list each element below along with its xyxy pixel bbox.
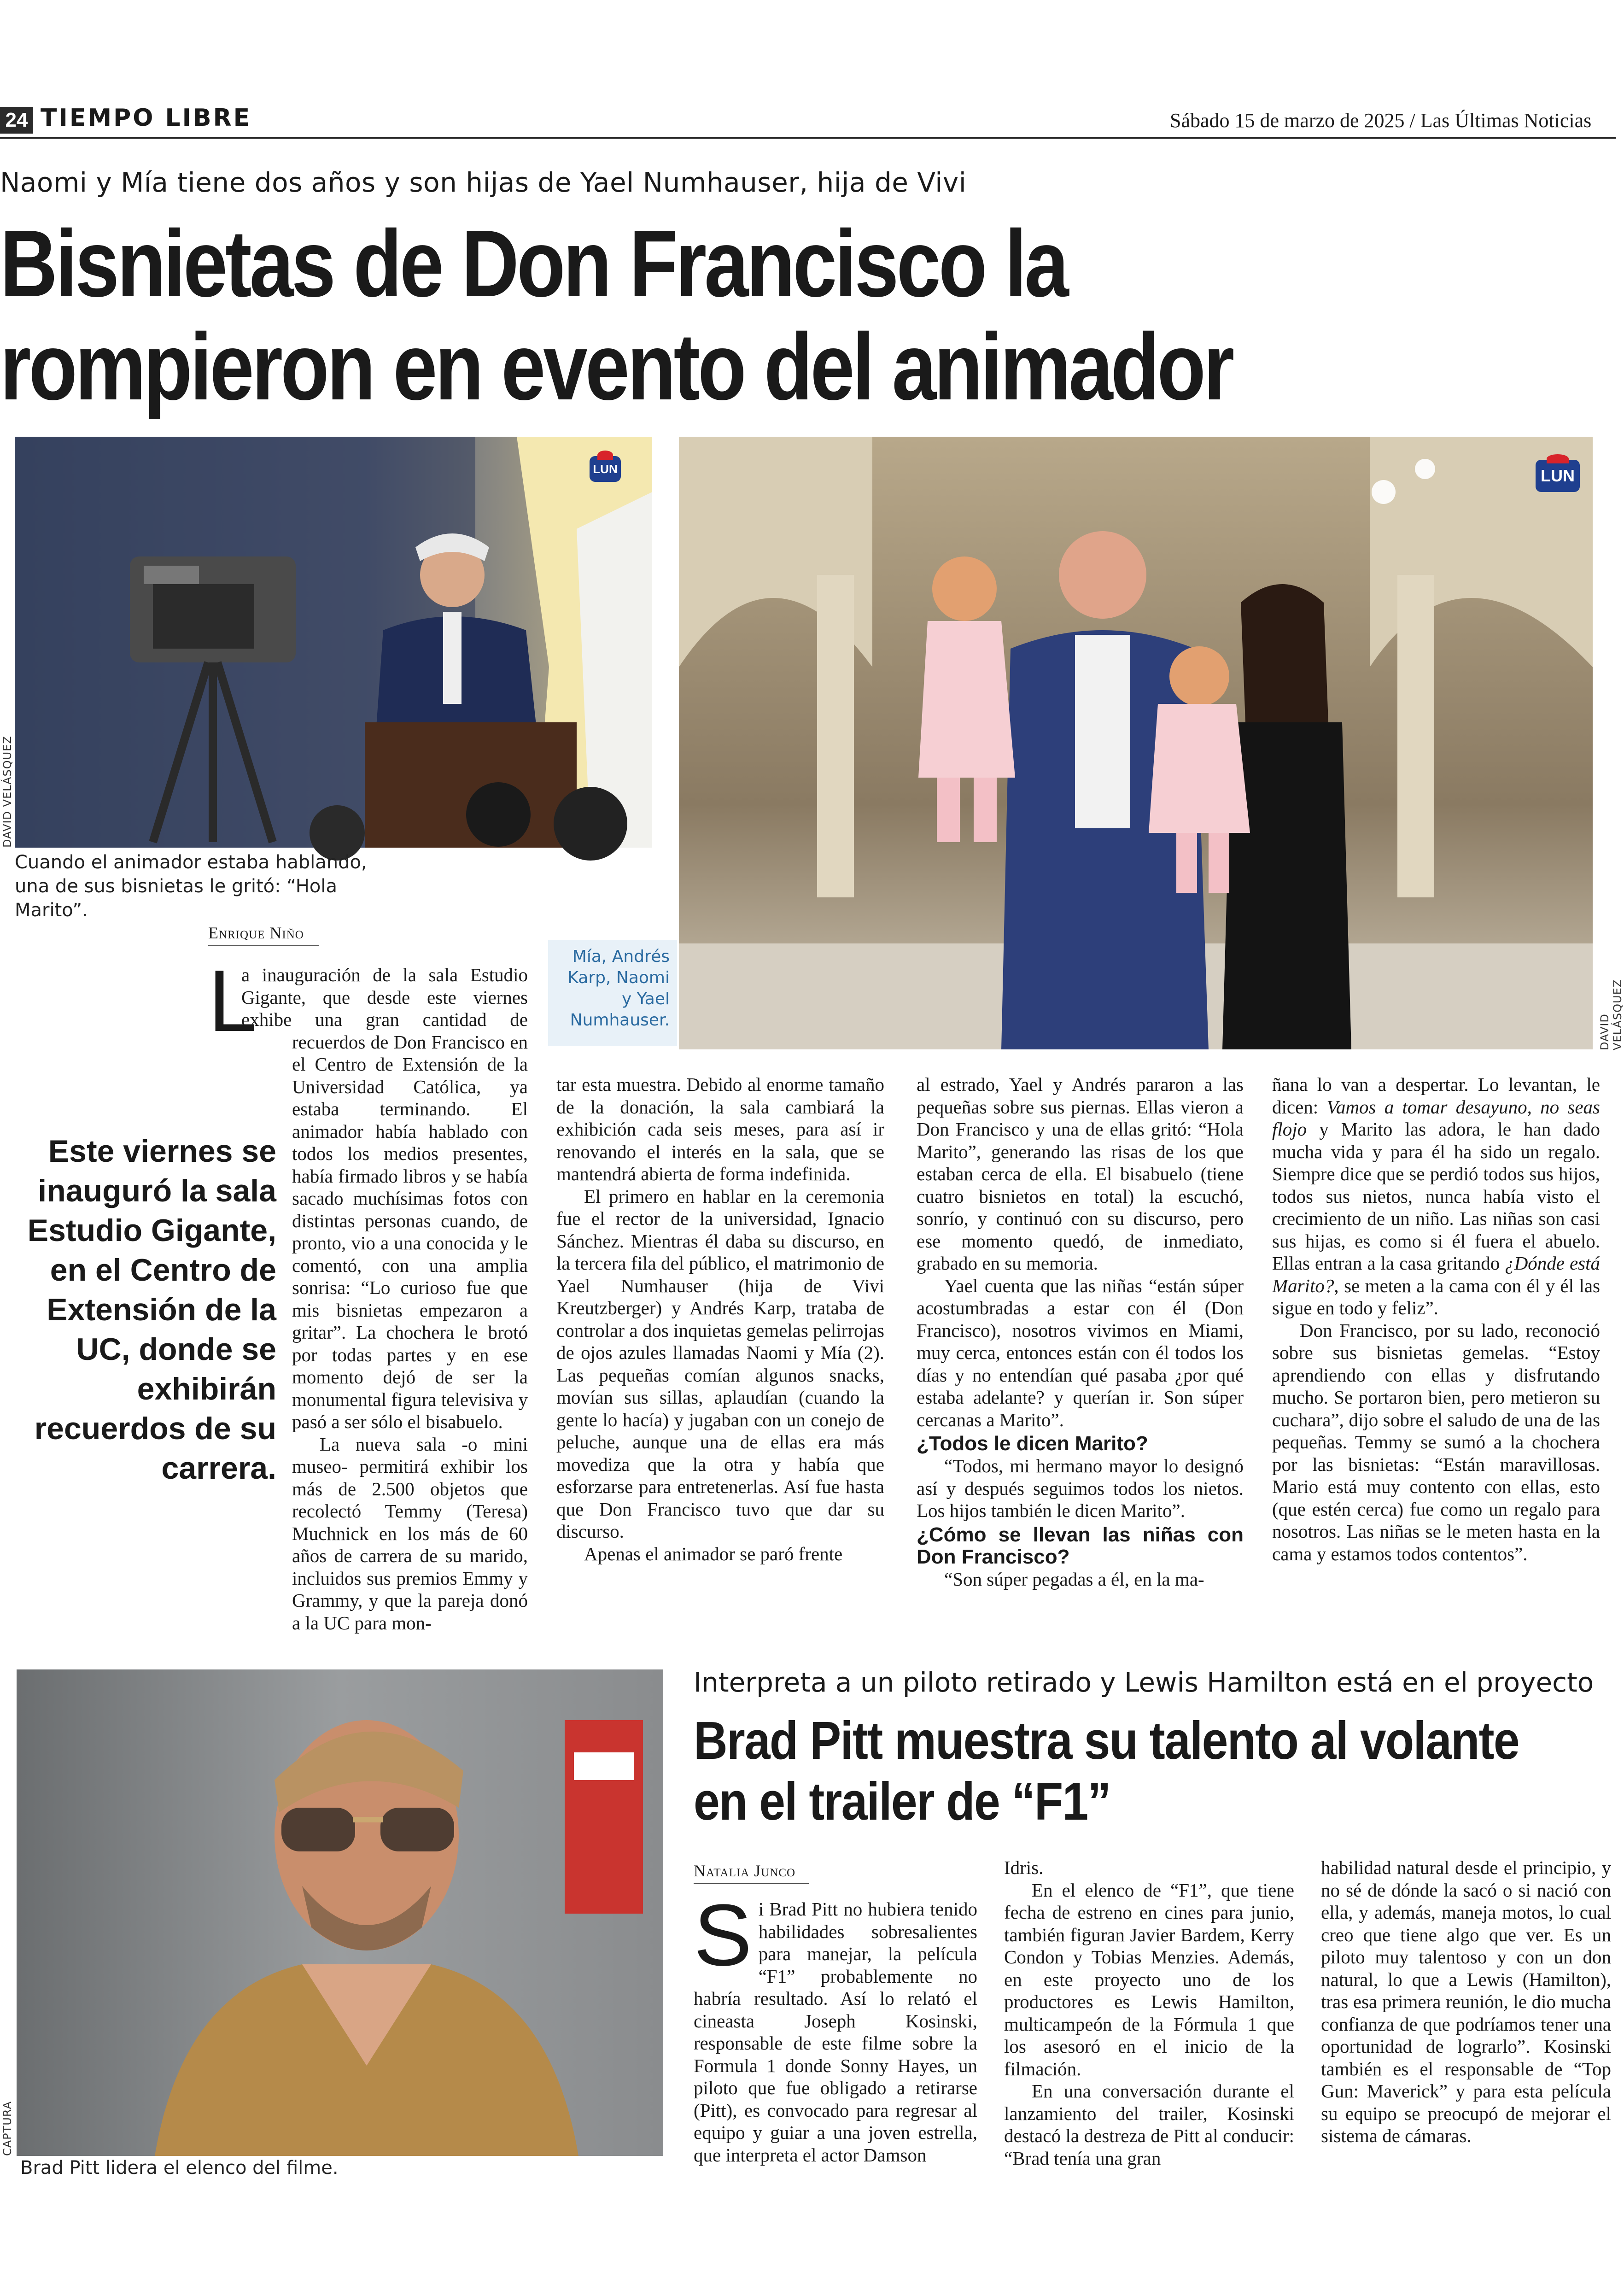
article1-col3-p4: “Son súper pegadas a él, en la ma- xyxy=(944,1568,1204,1590)
article1-col2-p2: El primero en hablar en la ceremonia fue el rector de la universidad, Ignacio Sánchez. Mientras él daba su discurso, en la tercera fila del público, el matrimonio de Yael Numhauser (hija de Vivi Kreutzberger) y Andrés Karp, trataba de controlar a dos inquietas gemelas pelirrojas de ojos azules llamadas Naomi y Mía (2). Las pequeñas comían algunos snacks, movían sus sillas, aplaudían (cuando la gente lo hacía) y jugaban con un conejo de peluche, aunque una de ellas era más movediza que la otra y había que esforzarse para entretenerlas. Así fue hasta que Don Francisco tuvo que dar su discurso. xyxy=(556,1185,884,1542)
article1-byline: Enrique Niño xyxy=(208,923,319,946)
lun-badge-2: LUN xyxy=(1536,460,1580,492)
article2-col2-p2: En el elenco de “F1”, que tiene fecha de estreno en cines para junio, también figuran Javier Bardem, Kerry Condon y Tobias Menzies. Además, en este proyecto uno de los productores es Lewis Hamilton, multicampeón de la Fórmula 1 que los asesoró en el inicio de la filmación. xyxy=(1004,1879,1294,2079)
photo1-credit: DAVID VELÁSQUEZ xyxy=(1,736,14,848)
article1-col2-p1: tar esta muestra. Debido al enorme tamaño de la donación, la sala cambiará la exhibición cada seis meses, para así ir renovando el interés en la sala, que se mantendrá abierta de forma indefinida. xyxy=(556,1074,884,1184)
article2-dropcap: S xyxy=(694,1886,752,1984)
article2-col2-p1: Idris. xyxy=(1004,1857,1044,1878)
article1-col1-p1: a inauguración de la sala Estudio Gigante, que desde este viernes exhibe una gran cantidad de recuerdos de Don Francisco en el Centro de Extensión de la Universidad Católica, ya estaba terminando. El animador había hablado con todos los medios presentes, había firmado libros y se había sacado muchísimas fotos con distintas personas cuando, de pronto, vio a una conocida y le comentó, con una amplia sonrisa: “Lo curioso fue que mis bisnietas empezaron a gritar”. La chochera le brotó por todas partes y en ese momento dejó de ser la monumental figura televisiva y pasó a ser sólo el bisabuelo. xyxy=(241,964,528,1432)
section-title: TIEMPO LIBRE xyxy=(41,104,252,132)
header-rule xyxy=(0,137,1616,139)
article2-headline: Brad Pitt muestra su talento al volante en el trailer de “F1” xyxy=(694,1710,1519,1831)
photo2-caption-box: Mía, Andrés Karp, Naomi y Yael Numhauser. xyxy=(548,940,677,1046)
article2-col1 xyxy=(694,1886,977,2166)
article2-col2-p3: En una conversación durante el lanzamiento del trailer, Kosinski destacó la destreza de Pitt al conducir: “Brad tenía una gran xyxy=(1004,2080,1294,2169)
article2-kicker: Interpreta a un piloto retirado y Lewis Hamilton está en el proyecto xyxy=(694,1667,1594,1698)
article1-col3 xyxy=(917,1073,1244,1590)
article1-col3-subhead1: ¿Todos le dicen Marito? xyxy=(917,1432,1148,1455)
article1-col3-p1: al estrado, Yael y Andrés pararon a las pequeñas sobre sus piernas. Ellas vieron a Don Francisco y una de ellas gritó: “Hola Marito”, generando las risas de los que estaban cerca de ella. El bisabuelo (tiene cuatro bisnietos en total) la escuchó, sonrío, y continuó con su discurso, pero ese momento quedó, de inmediato, grabado en su memoria. xyxy=(917,1074,1244,1274)
photo-brad-pitt xyxy=(17,1669,663,2156)
photo3-caption: Brad Pitt lidera el elenco del filme. xyxy=(20,2157,339,2179)
article1-dropcap: L xyxy=(208,952,257,1050)
photo3-credit: CAPTURA xyxy=(1,2101,14,2156)
article2-col3-p1: habilidad natural desde el principio, y no sé de dónde la sacó o si nació con ella, y además, maneja motos, lo cual creo que tiene algo que ver. Es un piloto muy talentoso y con un don natural, lo que a Lewis (Hamilton), tras esa primera reunión, le dio mucha confianza de que podríamos tener una oportunidad de lograrlo”. Kosinski también es el responsable de “Top Gun: Maverick” y para esta película su equipo se preocupó de mejorar el sistema de cámaras. xyxy=(1321,1857,1611,2146)
article1-col4-p2: Don Francisco, por su lado, reconoció sobre sus bisnietas gemelas. “Estoy aprendiendo con ellas y disfrutando mucho. Se portaron bien, pero metieron su cuchara”, dijo sobre el saludo de una de las pequeñas. Temmy se sumó a la chochera por las bisnietas: “Están maravillosas. Mario está muy contento con ellas, esto (que estén cerca) fue como un regalo para nosotros. Las niñas se le meten hasta en la cama y estamos todos contentos”. xyxy=(1272,1319,1600,1564)
lun-badge: LUN xyxy=(590,456,621,482)
article1-col2-p3: Apenas el animador se paró frente xyxy=(584,1543,843,1564)
article1-col3-p3: “Todos, mi hermano mayor lo designó así y después seguimos todos los nietos. Los hijos también le dicen Marito”. xyxy=(917,1455,1244,1521)
article1-col1-p2: La nueva sala -o mini museo- permitirá exhibir los más de 2.500 objetos que recolectó Temmy (Teresa) Muchnick en los más de 60 años de carrera de su marido, incluidos sus premios Emmy y Grammy, y que la pareja donó a la UC para mon- xyxy=(292,1433,528,1634)
article2-col1-p1: i Brad Pitt no hubiera tenido habilidades sobresalientes para manejar, la película “F1” probablemente no habría resultado. Así lo relató el cineasta Joseph Kosinski, responsable de este filme sobre la Formula 1 donde Sonny Hayes, un piloto que fue obligado a retirarse (Pitt), es convocado para regresar al equipo y guiar a una joven estrella, que interpreta el actor Damson xyxy=(694,1898,977,2166)
photo-family xyxy=(679,437,1593,1049)
article1-col2 xyxy=(556,1073,884,1565)
pull-quote: Este viernes se inauguró la sala Estudio Gigante, en el Centro de Extensión de la UC, donde se exhibirán recuerdos de su carrera. xyxy=(27,1134,276,1486)
article2-col3 xyxy=(1321,1856,1611,2147)
article1-col3-subhead2: ¿Cómo se llevan las niñas con Don Francisco? xyxy=(917,1523,1244,1568)
article1-col3-p2: Yael cuenta que las niñas “están súper acostumbradas a estar con él (Don Francisco), nosotros vivimos en Miami, muy cerca, entonces están con él todos los días y no entendían qué pasaba ¿por qué estaba adelante? y querían ir. Son súper cercanas a Marito”. xyxy=(917,1275,1244,1430)
photo2-credit: DAVID VELÁSQUEZ xyxy=(1598,979,1624,1050)
photo1-caption: Cuando el animador estaba hablando, una de sus bisnietas le gritó: “Hola Marito”. xyxy=(15,852,367,921)
article2-col2 xyxy=(1004,1856,1294,2169)
article1-headline: Bisnietas de Don Francisco la rompieron en evento del animador xyxy=(0,211,1233,420)
article2-byline: Natalia Junco xyxy=(694,1861,809,1884)
date-publication: Sábado 15 de marzo de 2025 / Las Últimas Noticias xyxy=(1170,109,1592,132)
article1-col4 xyxy=(1272,1073,1600,1565)
article1-col4-p1: ñana lo van a despertar. Lo levantan, le dicen: Vamos a tomar desayuno, no seas flojo y Marito las adora, le han dado mucha vida y para él ha sido un regalo. Siempre dice que se perdió todos sus hijos, todos sus nietos, nunca había visto el crecimiento de un niño. Las niñas son casi sus hijas, es como si él fuera el abuelo. Ellas entran a la casa gritando ¿Dónde está Marito?, se meten a la cama con él y él las sigue en todo y feliz”. xyxy=(1272,1074,1601,1318)
photo-don-francisco xyxy=(15,437,652,848)
article1-kicker: Naomi y Mía tiene dos años y son hijas de Yael Numhauser, hija de Vivi xyxy=(0,167,967,198)
page-number: 24 xyxy=(0,107,33,134)
